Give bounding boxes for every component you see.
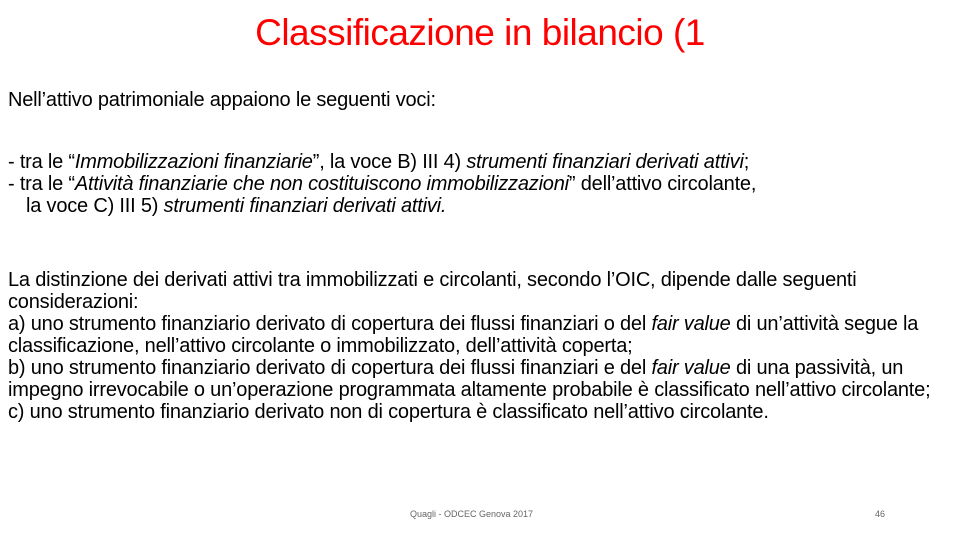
point-italic: fair value [651,357,731,379]
page-number: 46 [875,509,886,519]
voci-list [8,151,958,217]
list-item-text: la voce C) III 5) [26,195,164,217]
intro-text: Nell’attivo patrimoniale appaiono le seguenti voci: [8,89,436,111]
list-item [8,173,958,195]
point-c: c) uno strumento finanziario derivato non di copertura è classificato nell’attivo circolante. [8,401,769,423]
point-text: di una passività, un impegno irrevocabile o un’operazione programmata altamente probabile è classificato nell’attivo circolante; [8,357,931,401]
list-item-text: - tra le “ [8,151,75,173]
point-b [8,357,958,401]
point-text: b) uno strumento finanziario derivato di copertura dei flussi finanziari e del [8,357,652,379]
point-text: di un’attività segue la classificazione, nell’attivo circolante o immobilizzato, dell’attività coperta; [8,313,919,357]
footer-source: Quagli - ODCEC Genova 2017 [410,509,534,519]
list-item-italic: Immobilizzazioni finanziarie [74,151,313,173]
list-item-text: ”, la voce B) III 4) [312,151,467,173]
list-item-italic: Attività finanziarie che non costituiscono immobilizzazioni [74,173,569,195]
list-item-text: ; [743,151,750,173]
slide-title: Classificazione in bilancio (1 [255,12,705,53]
point-a [8,313,958,357]
list-item [8,151,958,173]
body-intro: La distinzione dei derivati attivi tra immobilizzati e circolanti, secondo l’OIC, dipende dalle seguenti considerazioni: [8,269,857,313]
list-item-italic: strumenti finanziari derivati attivi [466,151,744,173]
point-text: a) uno strumento finanziario derivato di copertura dei flussi finanziari o del [8,313,652,335]
list-item-text: ” dell’attivo circolante, [568,173,757,195]
point-italic: fair value [651,313,731,335]
list-item-text: - tra le “ [8,173,75,195]
list-item-continuation [8,195,958,217]
list-item-italic: strumenti finanziari derivati attivi. [163,195,447,217]
body-text [8,269,958,423]
